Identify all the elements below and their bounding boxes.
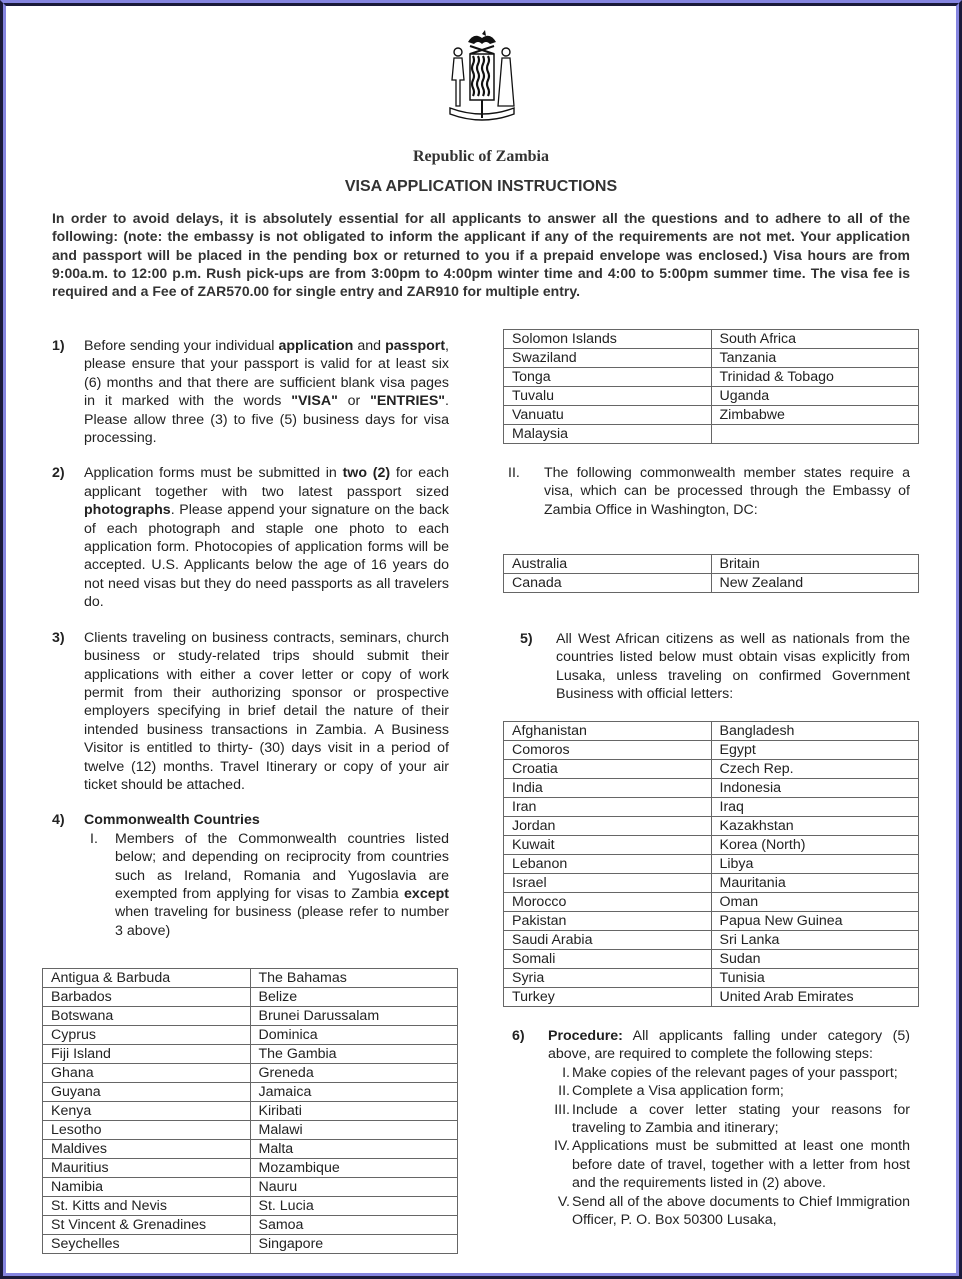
table-row xyxy=(43,1197,458,1216)
table-row xyxy=(504,893,919,912)
table-row xyxy=(43,1064,458,1083)
country-cell: Sri Lanka xyxy=(711,931,919,950)
table-row xyxy=(504,349,919,368)
item-bold-text: passport xyxy=(385,338,446,354)
country-cell: Kuwait xyxy=(504,836,712,855)
item-number: 5) xyxy=(520,631,533,647)
table-row xyxy=(504,368,919,387)
country-cell: Jordan xyxy=(504,817,712,836)
country-cell: Cyprus xyxy=(43,1026,251,1045)
country-cell: Croatia xyxy=(504,760,712,779)
country-cell: Canada xyxy=(504,574,712,593)
country-cell: Israel xyxy=(504,874,712,893)
roman-numeral: II. xyxy=(508,465,520,481)
country-cell: Tuvalu xyxy=(504,387,712,406)
table-row xyxy=(504,779,919,798)
document-page xyxy=(8,8,954,1271)
item-bold-text: "ENTRIES" xyxy=(370,393,446,410)
table-row xyxy=(43,1140,458,1159)
country-cell: Namibia xyxy=(43,1178,251,1197)
country-cell: Australia xyxy=(504,555,712,574)
country-cell: St Vincent & Grenadines xyxy=(43,1216,251,1235)
country-cell: Brunei Darussalam xyxy=(250,1007,458,1026)
country-cell: Antigua & Barbuda xyxy=(43,969,251,988)
country-cell: Belize xyxy=(250,988,458,1007)
item-text: , please ensure that your passport is valid for at least six (6) months and that there are sufficient blank visa pages in it marked with the words xyxy=(84,338,449,410)
item-bold-text: except xyxy=(404,885,449,902)
roman-numeral: I. xyxy=(90,830,98,847)
item-text: All West African citizens as well as nationals from the countries listed below must obtain visas explicitly from Lusaka, unless traveling on confirmed Government Business with official letters: xyxy=(556,631,910,703)
table-row xyxy=(43,988,458,1007)
procedure-label: Procedure: xyxy=(548,1028,623,1044)
table-row xyxy=(504,555,919,574)
republic-heading: Republic of Zambia xyxy=(412,148,549,165)
table-row xyxy=(504,912,919,931)
country-cell: Turkey xyxy=(504,988,712,1007)
country-cell: Malawi xyxy=(250,1121,458,1140)
country-cell: St. Kitts and Nevis xyxy=(43,1197,251,1216)
instruction-item-4 xyxy=(52,811,449,829)
country-cell: Seychelles xyxy=(43,1235,251,1254)
instruction-item-1 xyxy=(52,337,449,447)
item-number: 2) xyxy=(52,465,65,482)
procedure-step xyxy=(512,1101,910,1138)
item-text: . Please append your signature on the back of each photograph and staple one photo to each application form. Photocopies of application forms will be accepted. U.S. Applicants below the age of 16 years do not need visas but they do need passports as all travelers do. xyxy=(84,502,449,611)
instruction-item-6 xyxy=(512,1027,910,1229)
item-text: Application forms must be submitted in xyxy=(84,465,343,482)
table-row xyxy=(504,817,919,836)
table-row xyxy=(504,855,919,874)
country-cell: Kazakhstan xyxy=(711,817,919,836)
country-cell: Mauritius xyxy=(43,1159,251,1178)
lusaka-visa-required-table xyxy=(503,721,919,1007)
country-cell: Comoros xyxy=(504,741,712,760)
country-cell: Kenya xyxy=(43,1102,251,1121)
table-row xyxy=(43,1216,458,1235)
country-cell: The Gambia xyxy=(250,1045,458,1064)
country-cell: Nauru xyxy=(250,1178,458,1197)
country-cell: Malaysia xyxy=(504,425,712,444)
country-cell: Maldives xyxy=(43,1140,251,1159)
item-text: All applicants falling under category (5) above, are required to complete the following steps: xyxy=(548,1028,910,1063)
instruction-item-3 xyxy=(52,629,449,795)
item-number: 4) xyxy=(52,812,65,829)
country-cell: Mauritania xyxy=(711,874,919,893)
country-cell: Kiribati xyxy=(250,1102,458,1121)
country-cell: Mozambique xyxy=(250,1159,458,1178)
procedure-step xyxy=(512,1064,910,1082)
procedure-step xyxy=(512,1137,910,1192)
roman-numeral: III. xyxy=(554,1101,570,1118)
country-cell: Greneda xyxy=(250,1064,458,1083)
table-row xyxy=(504,950,919,969)
country-cell: Syria xyxy=(504,969,712,988)
country-cell: Papua New Guinea xyxy=(711,912,919,931)
roman-numeral: V. xyxy=(557,1193,570,1210)
table-row xyxy=(43,1235,458,1254)
step-text: Include a cover letter stating your reasons for traveling to Zambia and itinerary; xyxy=(572,1101,910,1137)
item-text: for each applicant together with two latest passport sized xyxy=(84,465,449,500)
procedure-steps xyxy=(512,1064,910,1230)
country-cell: Iraq xyxy=(711,798,919,817)
left-column xyxy=(52,337,449,940)
table-row xyxy=(504,931,919,950)
country-cell: Jamaica xyxy=(250,1083,458,1102)
item-bold-text: photographs xyxy=(84,502,171,519)
table-row xyxy=(504,874,919,893)
table-row xyxy=(43,1159,458,1178)
country-cell: Morocco xyxy=(504,893,712,912)
country-cell: Czech Rep. xyxy=(711,760,919,779)
country-cell: Zimbabwe xyxy=(711,406,919,425)
country-cell: St. Lucia xyxy=(250,1197,458,1216)
country-cell: Pakistan xyxy=(504,912,712,931)
page-title: VISA APPLICATION INSTRUCTIONS xyxy=(344,178,618,195)
country-cell: Guyana xyxy=(43,1083,251,1102)
country-cell: Malta xyxy=(250,1140,458,1159)
table-row xyxy=(504,741,919,760)
country-cell: Afghanistan xyxy=(504,722,712,741)
table-row xyxy=(504,406,919,425)
country-cell: Singapore xyxy=(250,1235,458,1254)
step-text: Complete a Visa application form; xyxy=(572,1083,784,1100)
country-cell: Barbados xyxy=(43,988,251,1007)
country-cell: Bangladesh xyxy=(711,722,919,741)
table-row xyxy=(504,387,919,406)
instruction-item-2 xyxy=(52,464,449,611)
table-row xyxy=(43,969,458,988)
country-cell: United Arab Emirates xyxy=(711,988,919,1007)
country-cell: Egypt xyxy=(711,741,919,760)
item-text: The following commonwealth member states require a visa, which can be processed through the Embassy of Zambia Office in Washington, DC: xyxy=(544,465,910,518)
country-cell: Sudan xyxy=(711,950,919,969)
table-row xyxy=(43,1083,458,1102)
country-cell: Britain xyxy=(711,555,919,574)
table-row xyxy=(504,969,919,988)
country-cell: Korea (North) xyxy=(711,836,919,855)
country-cell: Solomon Islands xyxy=(504,330,712,349)
country-cell: Lebanon xyxy=(504,855,712,874)
country-cell: Somali xyxy=(504,950,712,969)
item-number: 6) xyxy=(512,1028,525,1044)
table-row xyxy=(504,330,919,349)
intro-paragraph: In order to avoid delays, it is absolutely essential for all applicants to answer all the questions and to adhere to all of the following: (note: the embassy is not obligated to inform the applicant if any of the requirements are not met. Your application and passport will be placed in the pending box or returned to you if a prepaid envelope was enclosed.) Visa hours are from 9:00a.m. to 12:00 p.m. Rush pick-ups are from 3:00pm to 4:00pm winter time and 4:00 to 5:00pm summer time. The visa fee is required and a Fee of ZAR570.00 for single entry and ZAR910 for multiple entry. xyxy=(52,210,910,300)
step-text: Applications must be submitted at least one month before date of travel, together with a letter from host and the requirements listed in (2) above. xyxy=(572,1138,910,1192)
roman-numeral: IV. xyxy=(553,1138,570,1155)
country-cell xyxy=(711,425,919,444)
country-cell: Swaziland xyxy=(504,349,712,368)
table-row xyxy=(504,798,919,817)
zambia-coat-of-arms-icon xyxy=(440,28,524,124)
item-bold-text: two (2) xyxy=(342,465,391,482)
table-row xyxy=(43,1102,458,1121)
country-cell: Samoa xyxy=(250,1216,458,1235)
country-cell: Uganda xyxy=(711,387,919,406)
section-heading: Commonwealth Countries xyxy=(84,812,260,829)
country-cell: Tanzania xyxy=(711,349,919,368)
roman-numeral: II. xyxy=(558,1083,570,1100)
table-row xyxy=(504,988,919,1007)
country-cell: Iran xyxy=(504,798,712,817)
item-text: or xyxy=(337,393,371,410)
table-row xyxy=(43,1045,458,1064)
step-text: Make copies of the relevant pages of your passport; xyxy=(572,1064,898,1081)
table-row xyxy=(504,574,919,593)
table-row xyxy=(504,722,919,741)
country-cell: Vanuatu xyxy=(504,406,712,425)
table-row xyxy=(43,1121,458,1140)
country-cell: New Zealand xyxy=(711,574,919,593)
country-cell: South Africa xyxy=(711,330,919,349)
procedure-step xyxy=(512,1082,910,1100)
item-text: Before sending your individual xyxy=(84,338,279,354)
item-bold-text: "VISA" xyxy=(291,393,338,410)
country-cell: Dominica xyxy=(250,1026,458,1045)
procedure-step xyxy=(512,1193,910,1230)
country-cell: Lesotho xyxy=(43,1121,251,1140)
item-bold-text: application xyxy=(278,338,354,354)
roman-numeral: I. xyxy=(562,1064,570,1081)
item-number: 1) xyxy=(52,338,65,354)
country-cell: Tunisia xyxy=(711,969,919,988)
commonwealth-visa-required-table xyxy=(503,554,919,593)
step-text: Send all of the above documents to Chief Immigration Officer, P. O. Box 50300 Lusaka, xyxy=(572,1193,910,1229)
country-cell: Fiji Island xyxy=(43,1045,251,1064)
instruction-item-5 xyxy=(512,630,910,704)
country-cell: Trinidad & Tobago xyxy=(711,368,919,387)
commonwealth-exempt-table-right xyxy=(503,329,919,444)
country-cell: Tonga xyxy=(504,368,712,387)
country-cell: Oman xyxy=(711,893,919,912)
country-cell: Indonesia xyxy=(711,779,919,798)
country-cell: Ghana xyxy=(43,1064,251,1083)
item-text: Members of the Commonwealth countries listed below; and depending on reciprocity from countries such as Ireland, Romania and Yugoslavia are exempted from applying for visas to Zambia xyxy=(115,830,449,902)
table-row xyxy=(43,1007,458,1026)
country-cell: India xyxy=(504,779,712,798)
table-row xyxy=(504,425,919,444)
item-number: 3) xyxy=(52,629,65,646)
commonwealth-exempt-table-left xyxy=(42,968,458,1254)
country-cell: Saudi Arabia xyxy=(504,931,712,950)
item-text: . Please allow three (3) to five (5) business days for visa processing. xyxy=(84,393,449,447)
country-cell: The Bahamas xyxy=(250,969,458,988)
item-text: when traveling for business (please refer to number 3 above) xyxy=(115,904,449,939)
item-text: Clients traveling on business contracts, seminars, church business or study-related trips should submit their applications with either a cover letter or copy of work permit from their authorizing sponsor or prospective employers specifying in brief detail the nature of their intended business transactions in Zambia. A Business Visitor is entitled to thirty- (30) days visit in a period of twelve (12) months. Travel Itinerary or copy of your air ticket should be attached. xyxy=(84,629,449,793)
table-row xyxy=(504,836,919,855)
table-row xyxy=(504,760,919,779)
country-cell: Libya xyxy=(711,855,919,874)
country-cell: Botswana xyxy=(43,1007,251,1026)
item-text: and xyxy=(353,338,386,354)
table-row xyxy=(43,1026,458,1045)
table-row xyxy=(43,1178,458,1197)
commonwealth-sub-ii xyxy=(508,464,910,519)
commonwealth-sub-i xyxy=(52,830,449,940)
